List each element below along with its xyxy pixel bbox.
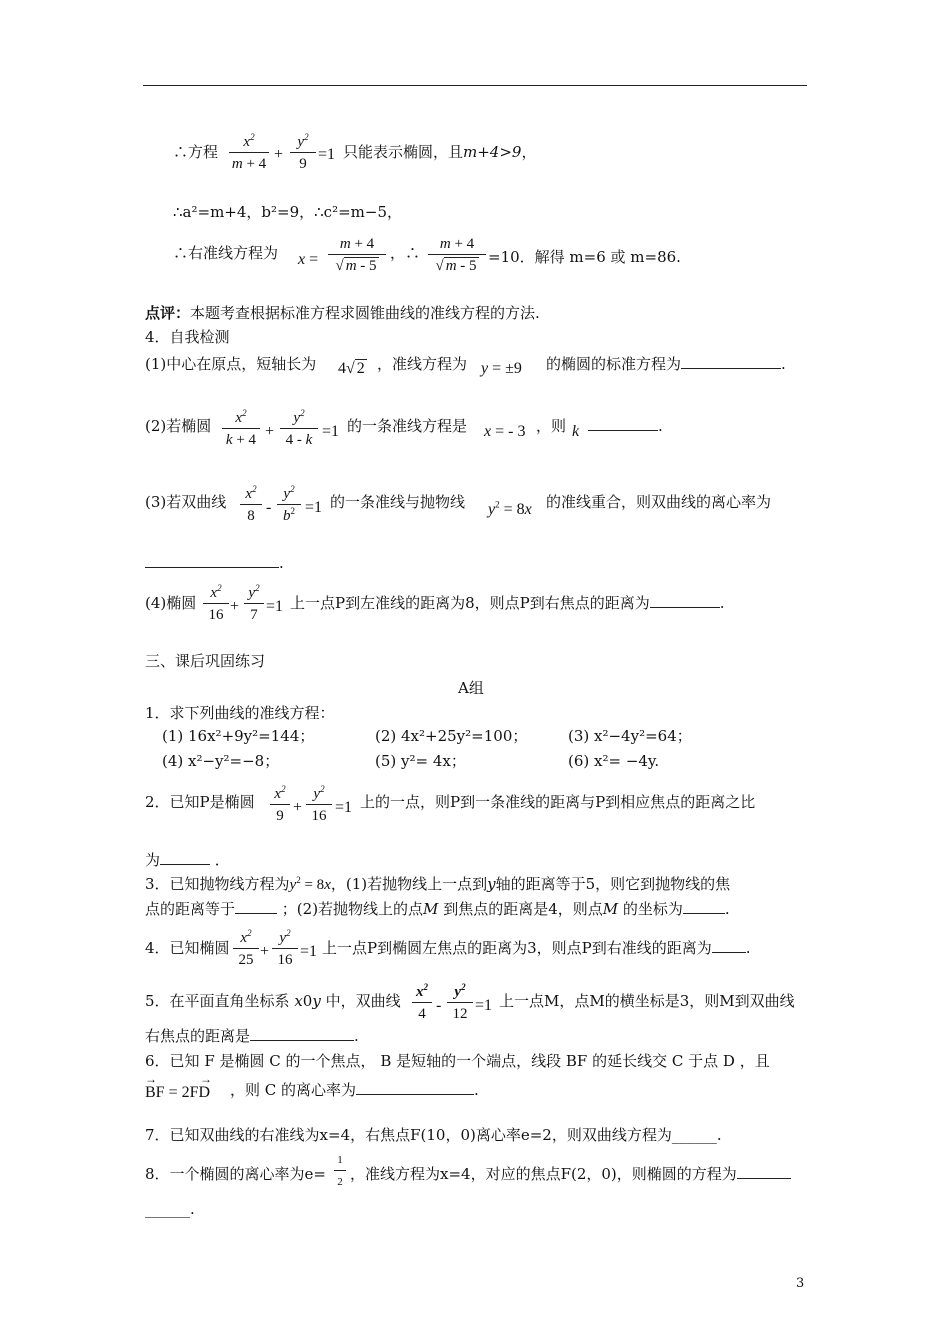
fraction-y2-over-b2: $\frac{y^2}{b^2}$ <box>277 486 301 524</box>
self-test-q2-c: ，则 <box>536 417 567 435</box>
self-test-q1-a: (1)中心在原点，短轴长为 <box>145 355 317 373</box>
self-test-q4-b: 上一点P到左准线的距离为8，则点P到右焦点的距离为 . <box>290 594 725 612</box>
vector-arrow-bf: → <box>145 1072 157 1086</box>
minus-sign: - <box>266 499 272 516</box>
ex2-a: 2．已知P是椭圆 <box>145 793 255 811</box>
ex7: 7．已知双曲线的右准线为x=4，右焦点F(10，0)离心率e=2，则双曲线方程为______. <box>145 1126 722 1144</box>
fraction-y2-over-16: $\frac{y^2}{16}$ <box>306 786 332 824</box>
ex1-item2: (2) 4x²+25y²=100； <box>375 727 528 745</box>
self-test-q3-b: 的一条准线与抛物线 <box>330 493 466 511</box>
ex6-line1: 6．已知 F 是椭圆 C 的一个焦点， B 是短轴的一个端点，线段 BF 的延长线交 C 于点 D ，且 <box>145 1052 770 1070</box>
ex1-item4: (4) x²−y²=−8； <box>162 752 280 770</box>
fraction-y2-over-7: $\frac{y^2}{7}$ <box>244 585 264 623</box>
fraction-directrix-1: $\frac{m + 4}{√ m - 5}$ <box>328 236 386 274</box>
sol-line1-prefix: ∴方程 <box>173 143 219 161</box>
self-test-q2-a: (2)若椭圆 <box>145 417 212 435</box>
ex1-item1: (1) 16x²+9y²=144； <box>162 727 315 745</box>
sol-line3-prefix: ∴右准线方程为 <box>173 244 279 262</box>
minus-sign: - <box>436 997 442 1014</box>
plus-sign: + <box>230 598 240 615</box>
fraction-one-half: $\frac{1}{2}$ <box>334 1152 346 1190</box>
sol-line1-text: 只能表示椭圆，且m+4>9， <box>343 143 537 161</box>
fraction-x2-over-4: $\frac{x^2}{4}$ <box>412 984 432 1022</box>
ex6-line2: ，则 C 的离心率为 . <box>230 1081 479 1099</box>
ex5-c: 上一点M，点M的横坐标是3，则M到双曲线 <box>499 992 795 1010</box>
fraction-x2-over-25: $\frac{x^2}{25}$ <box>233 930 259 968</box>
ex1-item5: (5) y²= 4x； <box>375 752 466 770</box>
y-equals-pm9: y = ±9 <box>481 360 522 377</box>
self-test-q2-b: 的一条准线方程是 <box>347 417 468 435</box>
ex8-b: ，准线方程为x=4，对应的焦点F(2，0)，则椭圆的方程为 <box>350 1164 791 1184</box>
vector-arrow-fd: → <box>200 1072 212 1086</box>
ex1-item6: (6) x²= −4y. <box>568 752 660 770</box>
fraction-x2-over-m4: $\frac{x^2}{m + 4}$ <box>229 134 269 172</box>
ex4-b: 上一点P到椭圆左焦点的距离为3，则点P到右准线的距离为 . <box>322 939 751 957</box>
self-test-q4-a: (4)椭圆 <box>145 594 197 612</box>
self-test-q1-c: 的椭圆的标准方程为 . <box>546 355 786 373</box>
group-title: A组 <box>458 679 484 697</box>
fraction-y2-over-9: $\frac{y^2}{9}$ <box>290 134 316 172</box>
x-equals-minus3: x = - 3 <box>484 423 526 440</box>
equals-one: =1 <box>475 997 493 1014</box>
self-test-title: 4．自我检测 <box>145 328 230 346</box>
ex8-c: ______. <box>145 1200 195 1218</box>
plus-sign: + <box>260 943 270 960</box>
self-test-q3-c: 的准线重合，则双曲线的离心率为 <box>546 493 772 511</box>
parabola-y2-8x: $y^2 = 8x$ <box>488 499 532 518</box>
fraction-x2-over-9: $\frac{x^2}{9}$ <box>270 786 290 824</box>
ex4-a: 4．已知椭圆 <box>145 939 230 957</box>
x-equals: x = <box>298 251 319 268</box>
fraction-y2-over-12: $\frac{y^2}{12}$ <box>447 984 473 1022</box>
ex1-item3: (3) x²−4y²=64； <box>568 727 692 745</box>
equals-one: =1 <box>318 146 336 163</box>
ex1-stem: 1．求下列曲线的准线方程： <box>145 704 335 722</box>
ex3-line2: 点的距离等于 ；(2)若抛物线上的点M 到焦点的距离是4，则点M 的坐标为 . <box>145 900 730 918</box>
fraction-x2-over-k4: $\frac{x^2}{k + 4}$ <box>222 410 260 448</box>
ex8-a: 8．一个椭圆的离心率为e= <box>145 1165 326 1183</box>
equals-one: =1 <box>300 943 318 960</box>
self-test-q2-blank: . <box>588 416 663 436</box>
ex5-d: 右焦点的距离是 . <box>145 1027 359 1045</box>
equals-one: =1 <box>335 799 353 816</box>
fraction-directrix-2: $\frac{m + 4}{√ m - 5}$ <box>428 236 486 274</box>
ex2-b: 上的一点，则P到一条准线的距离与P到相应焦点的距离之比 <box>360 793 756 811</box>
sol-line3-end: =10．解得 m=6 或 m=86. <box>488 248 681 266</box>
fraction-x2-over-8: $\frac{x^2}{8}$ <box>240 486 262 524</box>
ex3-line1: 3．已知抛物线方程为$y^2 = 8x$，(1)若抛物线上一点到y轴的距离等于5，则它到抛物线的焦 <box>145 875 731 893</box>
ex5-a: 5．在平面直角坐标系 x0y 中，双曲线 <box>145 992 401 1010</box>
plus-sign: + <box>265 423 275 440</box>
equals-one: =1 <box>322 423 340 440</box>
sol-line3-mid: ，∴ <box>390 244 421 262</box>
equals-one: =1 <box>266 598 284 615</box>
self-test-q3-a: (3)若双曲线 <box>145 493 227 511</box>
fraction-y2-over-16: $\frac{y^2}{16}$ <box>272 930 298 968</box>
plus-sign: + <box>293 799 303 816</box>
ex2-c: 为 ． <box>145 851 230 869</box>
page-number: 3 <box>796 1276 805 1291</box>
section-title: 三、课后巩固练习 <box>145 652 266 670</box>
fraction-y2-over-4k: $\frac{y^2}{4 - k}$ <box>280 410 318 448</box>
comment-line: 点评：本题考查根据标准方程求圆锥曲线的准线方程的方法. <box>145 304 540 322</box>
k-symbol: k <box>572 423 580 440</box>
sol-line2: ∴a²=m+4，b²=9，∴c²=m−5， <box>173 203 402 221</box>
plus-sign: + <box>274 146 284 163</box>
self-test-q3-blank: . <box>145 553 284 573</box>
fraction-x2-over-16: $\frac{x^2}{16}$ <box>203 585 229 623</box>
vector-equation-bf-2fd: BF = 2FD <box>145 1084 211 1101</box>
header-rule <box>143 85 807 86</box>
four-root-two: 4√ 2 <box>338 360 365 377</box>
self-test-q1-b: ，准线方程为 <box>377 355 468 373</box>
equals-one: =1 <box>305 499 323 516</box>
